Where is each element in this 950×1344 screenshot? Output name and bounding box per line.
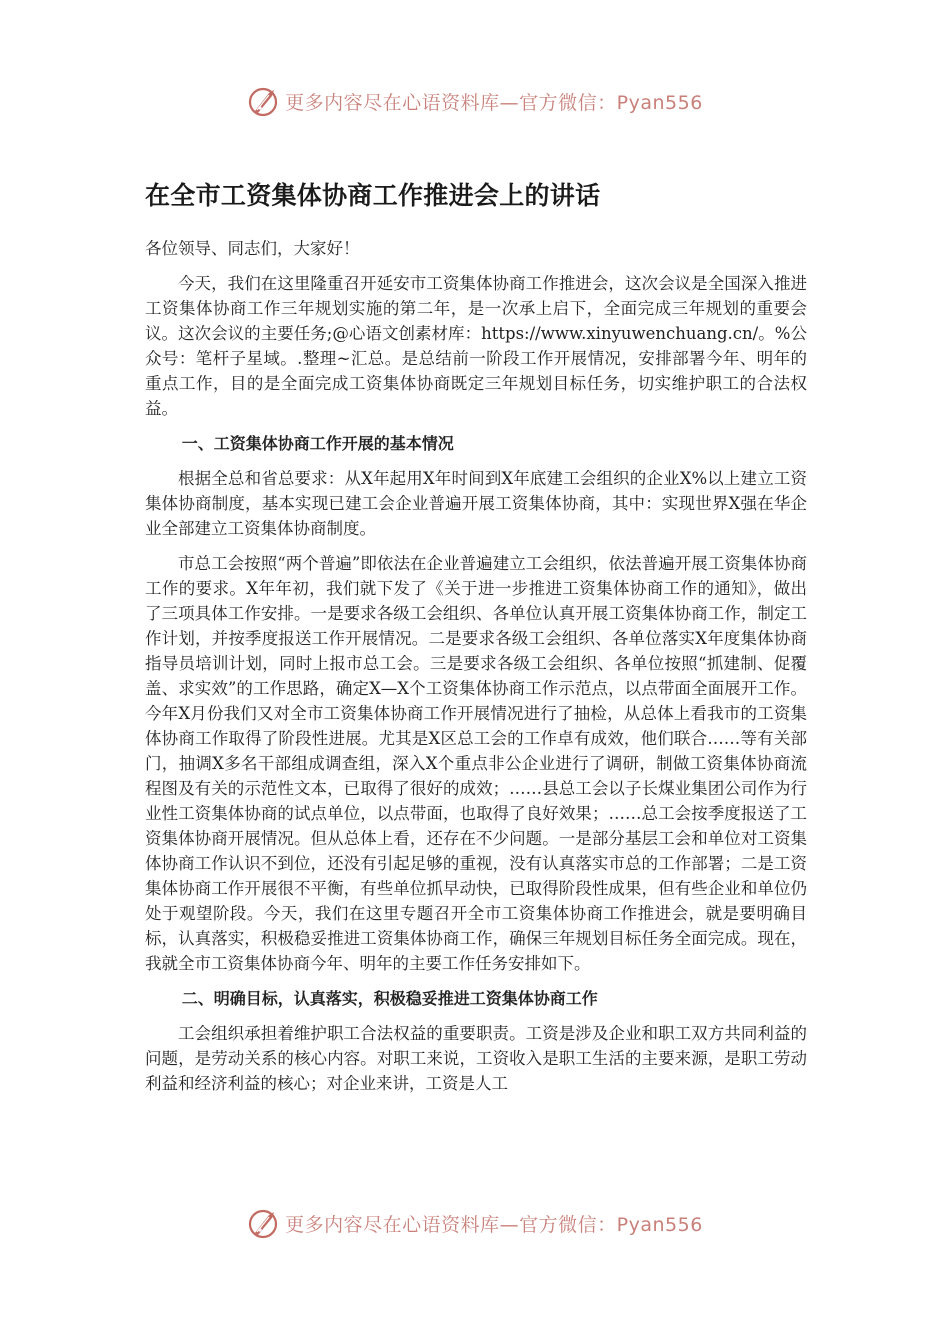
document-body: [145, 176, 807, 1104]
footer-banner-text: 更多内容尽在心语资料库—官方微信：Pyan556: [285, 1213, 703, 1236]
footer-banner: [0, 1206, 950, 1240]
greeting: 各位领导、同志们，大家好！: [145, 239, 360, 258]
section-heading-1: 一、工资集体协商工作开展的基本情况: [181, 434, 454, 453]
pen-nib-logo-icon: [247, 1206, 281, 1240]
header-banner-text: 更多内容尽在心语资料库—官方微信：Pyan556: [285, 91, 703, 114]
page-title: 在全市工资集体协商工作推进会上的讲话: [145, 181, 601, 210]
header-banner: [0, 84, 950, 118]
paragraph-requirements: 根据全总和省总要求：从X年起用X年时间到X年底建工会组织的企业X%以上建立工资集体协商制度，基本实现已建工会企业普遍开展工资集体协商，其中：实现世界X强在华企业全部建立工资集体协商制度。: [145, 469, 807, 538]
section-heading-2: 二、明确目标，认真落实，积极稳妥推进工资集体协商工作: [181, 989, 598, 1008]
paragraph-responsibility: 工会组织承担着维护职工合法权益的重要职责。工资是涉及企业和职工双方共同利益的问题，是劳动关系的核心内容。对职工来说，工资收入是职工生活的主要来源，是职工劳动利益和经济利益的核心；对企业来讲，工资是人工: [145, 1024, 807, 1093]
paragraph-progress: 市总工会按照“两个普遍”即依法在企业普遍建立工会组织，依法普遍开展工资集体协商工作的要求。X年年初，我们就下发了《关于进一步推进工资集体协商工作的通知》，做出了三项具体工作安排。一是要求各级工会组织、各单位认真开展工资集体协商工作，制定工作计划，并按季度报送工作开展情况。二是要求各级工会组织、各单位落实X年度集体协商指导员培训计划，同时上报市总工会。三是要求各级工会组织、各单位按照“抓建制、促覆盖、求实效”的工作思路，确定X—X个工资集体协商工作示范点，以点带面全面展开工作。今年X月份我们又对全市工资集体协商工作开展情况进行了抽检，从总体上看我市的工资集体协商工作取得了阶段性进展。尤其是X区总工会的工作卓有成效，他们联合……等有关部门，抽调X多名干部组成调查组，深入X个重点非公企业进行了调研，制做工资集体协商流程图及有关的示范性文本，已取得了很好的成效；……县总工会以子长煤业集团公司作为行业性工资集体协商的试点单位，以点带面，也取得了良好效果；……总工会按季度报送了工资集体协商开展情况。但从总体上看，还存在不少问题。一是部分基层工会和单位对工资集体协商工作认识不到位，还没有引起足够的重视，没有认真落实市总的工作部署；二是工资集体协商工作开展很不平衡，有些单位抓早动快，已取得阶段性成果，但有些企业和单位仍处于观望阶段。今天，我们在这里专题召开全市工资集体协商工作推进会，就是要明确目标，认真落实，积极稳妥推进工资集体协商工作，确保三年规划目标任务全面完成。现在，我就全市工资集体协商今年、明年的主要工作任务安排如下。: [145, 554, 807, 973]
pen-nib-logo-icon: [247, 84, 281, 118]
paragraph-intro: 今天，我们在这里隆重召开延安市工资集体协商工作推进会，这次会议是全国深入推进工资集体协商工作三年规划实施的第二年，是一次承上启下，全面完成三年规划的重要会议。这次会议的主要任务;@心语文创素材库：https://www.xinyuwenchuang.cn/。%公众号：笔杆子星域。.整理~汇总。是总结前一阶段工作开展情况，安排部署今年、明年的重点工作，目的是全面完成工资集体协商既定三年规划目标任务，切实维护职工的合法权益。: [145, 274, 807, 418]
